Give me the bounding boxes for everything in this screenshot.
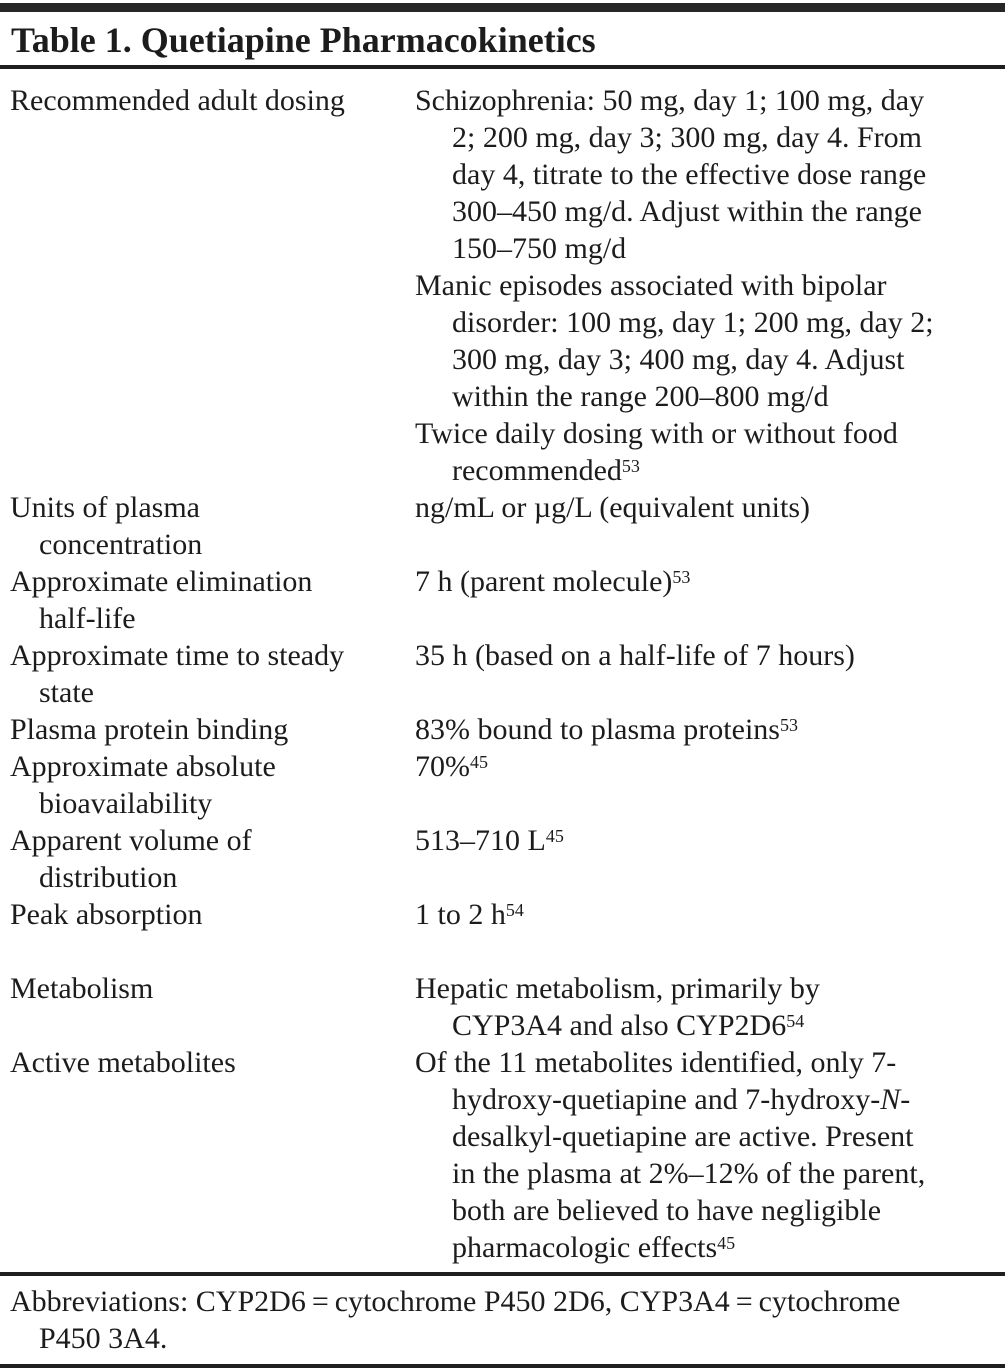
table-row [10,711,1005,748]
row-label: Peak absorption [10,898,203,931]
row-label: Recommended adult dosing [10,84,345,117]
table-row [10,637,1005,711]
row-value: 513–710 $L^{45}$ [415,824,564,857]
table-row [10,563,1005,637]
row-value: 83% bound to plasma proteins$^{53}$ [415,713,798,746]
row-label: Approximate absolute bioavailability [10,750,276,820]
table-rows [0,69,1005,1266]
row-value: 35 h (based on a half-life of 7 hours) [415,639,855,672]
row-label: Units of plasma concentration [10,491,203,561]
table-row [10,970,1005,1044]
row-value: 7 h (parent molecule)$^{53}$ [415,565,691,598]
table-top-rule [0,3,1005,12]
row-label: Approximate elimination half-life [10,565,313,635]
table-row [10,1044,1005,1266]
row-label: Apparent volume of distribution [10,824,252,894]
row-value: 1 to 2 $h^{54}$ [415,898,524,931]
row-value: ng/mL or µg/L (equivalent units) [415,491,810,524]
row-value: 70%$^{45}$ [415,750,488,783]
table-row [10,489,1005,563]
table-row [10,822,1005,896]
table-title: Table 1. Quetiapine Pharmacokinetics [11,20,596,60]
table-row [10,896,1005,933]
table-bottom-rule [0,1364,1005,1368]
row-label: Plasma protein binding [10,713,289,746]
row-label: Metabolism [10,972,154,1005]
table-footer [0,1272,1005,1368]
table-row [10,748,1005,822]
abbreviations-footnote: Abbreviations: CYP2D6 = cytochrome P450 2D6, CYP3A4 = cytochrome P450 3A4. [10,1285,901,1355]
table-row [10,82,1005,489]
footnote-top-rule [0,1272,1005,1276]
row-value: Schizophrenia: 50 mg, day 1; 100 mg, day 2; 200 mg, day 3; 300 mg, day 4. From day 4, titrate to the effective dose range 300–450 mg/d. Adjust within the range 150–750 mg/d Manic episodes associated with bipolar disorder: 100 mg, day 1; 200 mg, day 2; 300 mg, day 3; 400 mg, day 4. Adjust within the range 200–800 mg/d Twice daily dosing with or without food recommended$^{53}$ [415,84,934,487]
row-value: Of the 11 metabolites identified, only 7-hydroxy-quetiapine and 7-hydroxy-N-desalkyl-quetiapine are active. Present in the plasma at 2%–12% of the parent, both are believed to have negligible pharmacologic effects$^{45}$ [415,1046,926,1264]
row-label: Approximate time to steady state [10,639,345,709]
row-value: Hepatic metabolism, primarily by CYP3A4 and also $CYP2D6^{54}$ [415,972,820,1042]
row-label: Active metabolites [10,1046,236,1079]
